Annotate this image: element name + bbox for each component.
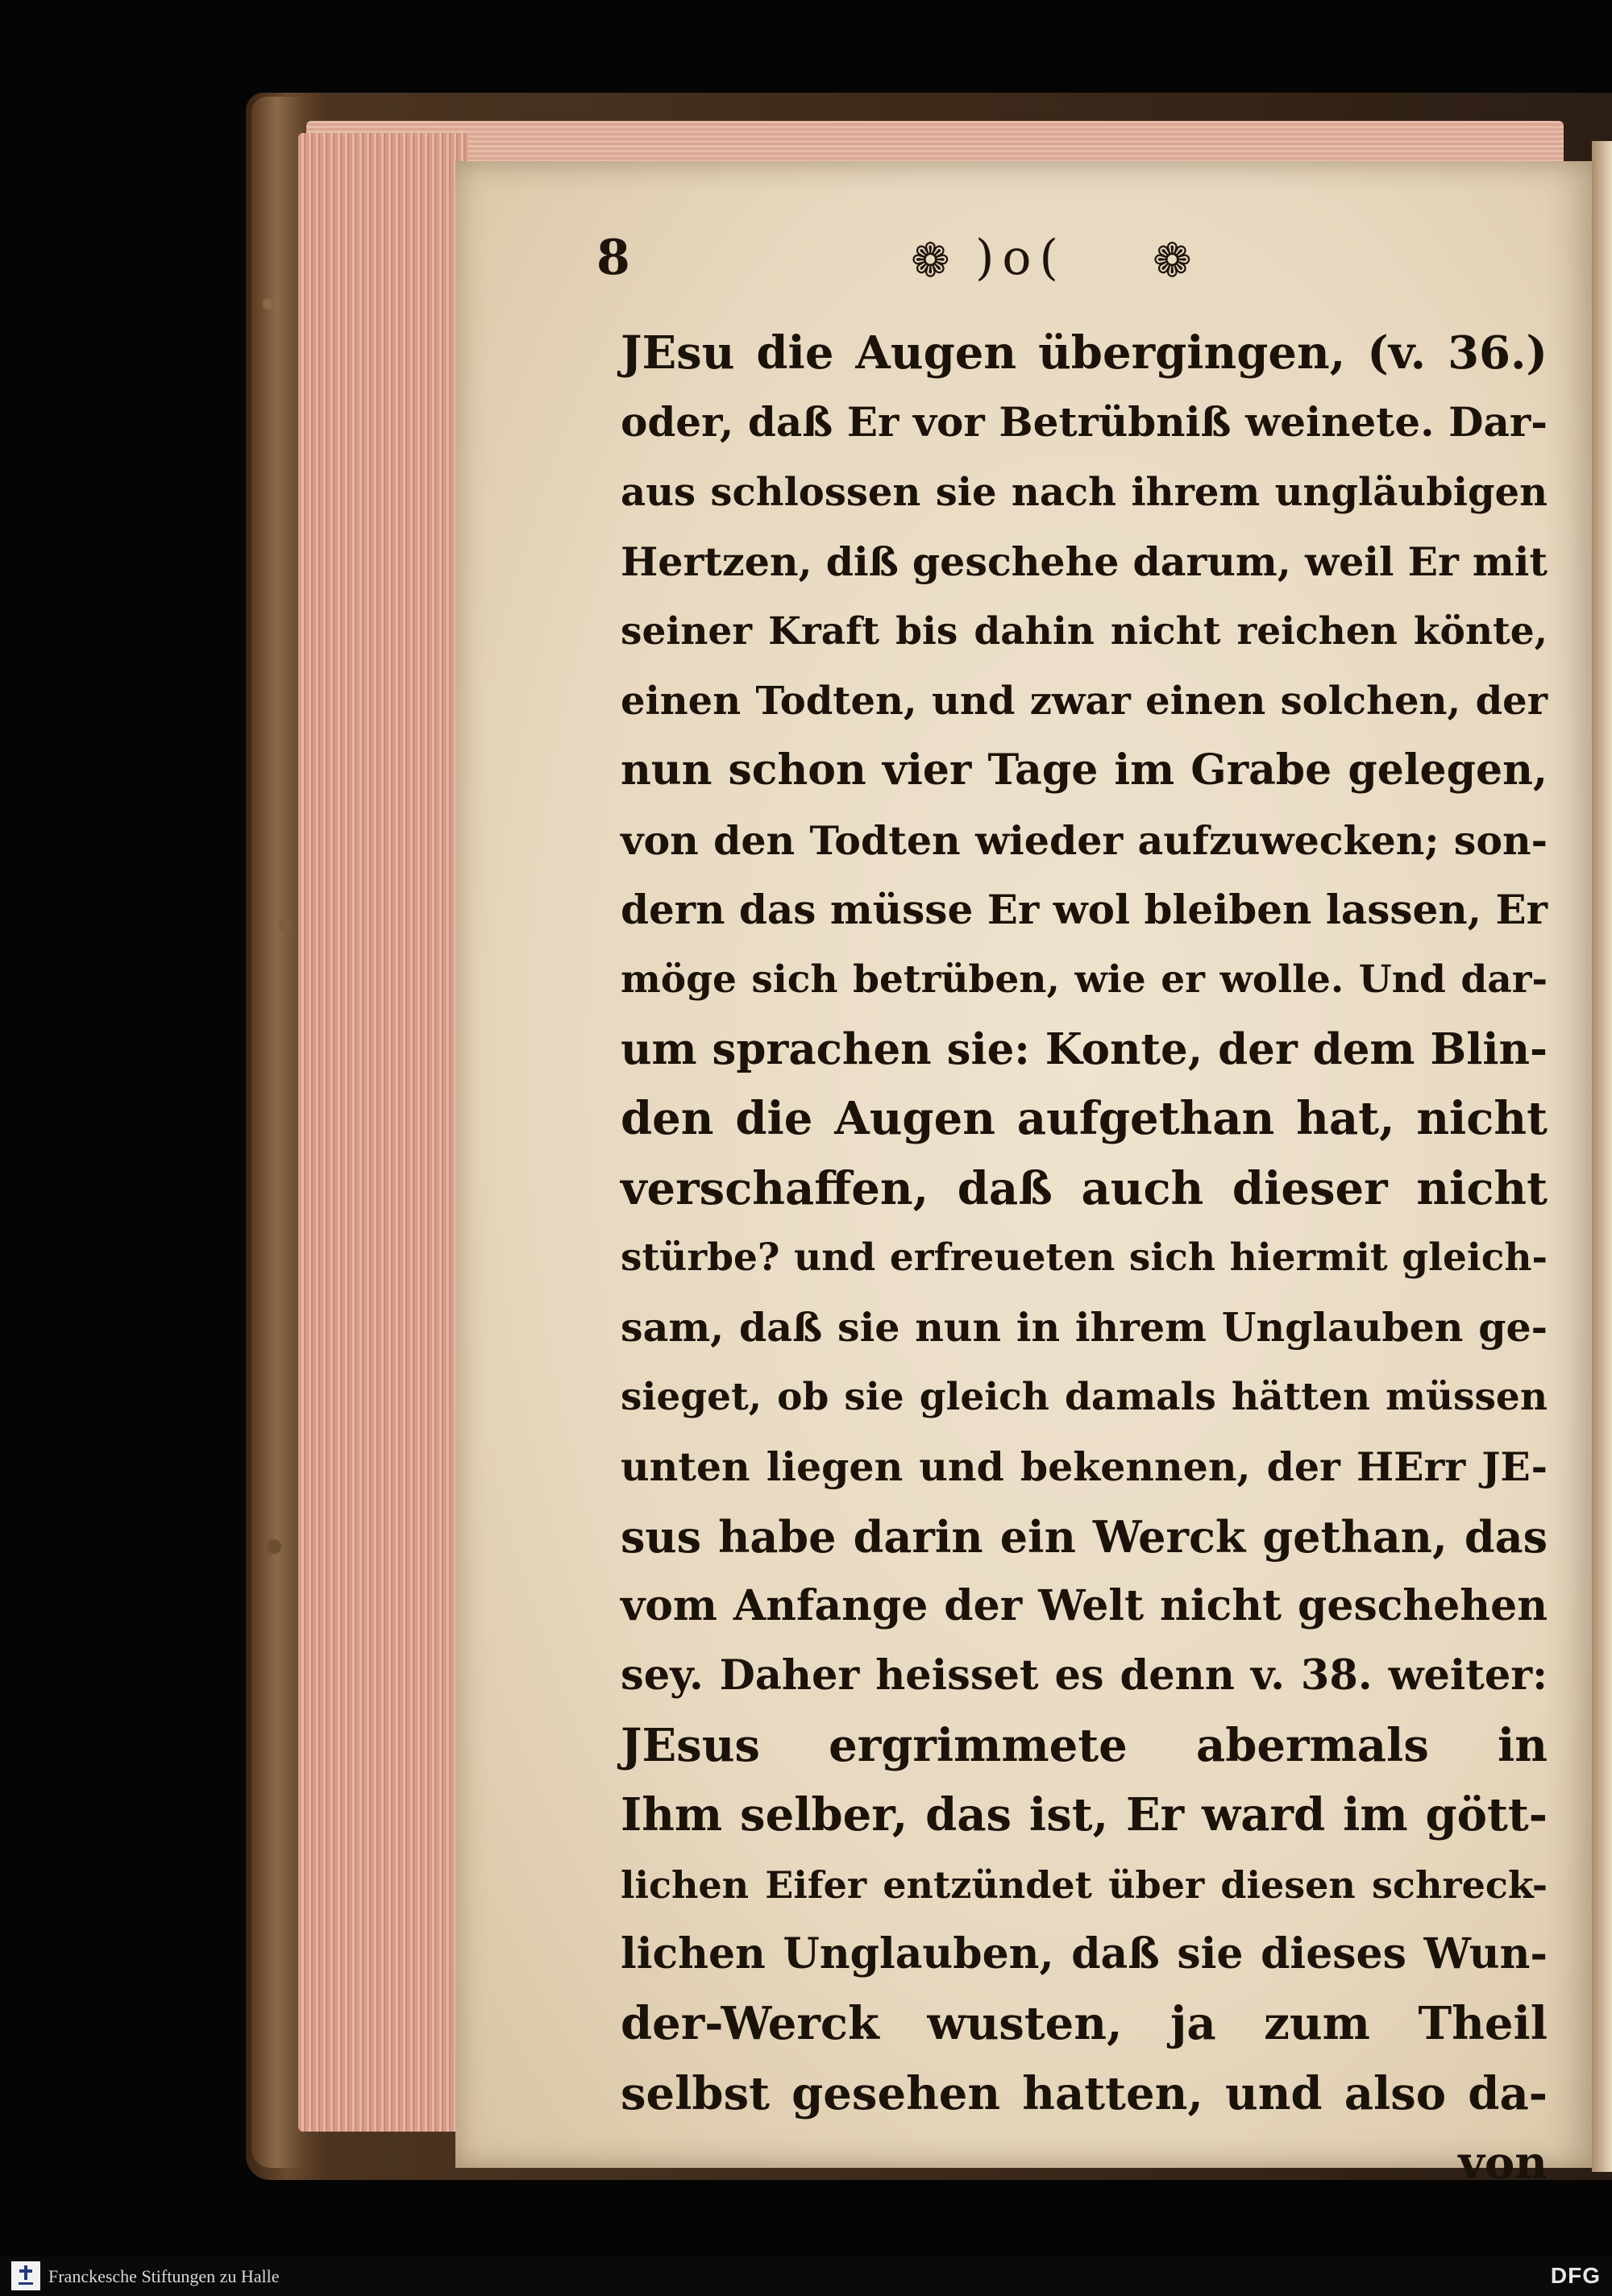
- text-line: selbst gesehen hatten, und also da-: [621, 2066, 1548, 2120]
- text-line: von den Todten wieder aufzuwecken; son-: [621, 816, 1548, 864]
- text-line: den die Augen aufgethan hat, nicht: [621, 1092, 1548, 1146]
- text-line: unten liegen und bekennen, der HErr JE-: [621, 1443, 1548, 1491]
- text-line: um sprachen sie: Konte, der dem Blin-: [621, 1023, 1548, 1074]
- text-line: sieget, ob sie gleich damals hätten müssen: [621, 1374, 1548, 1419]
- funder-logo: DFG: [1550, 2263, 1601, 2288]
- page-edges-fore: [298, 133, 467, 2132]
- text-line: aus schlossen sie nach ihrem ungläubigen: [621, 469, 1548, 515]
- text-line: sey. Daher heisset es denn v. 38. weiter:: [621, 1651, 1548, 1700]
- body-text: [621, 318, 1548, 2198]
- text-line: Ihm selber, das ist, Er ward im gött-: [621, 1788, 1548, 1842]
- text-line: nun schon vier Tage im Grabe gelegen,: [621, 745, 1548, 795]
- text-line: JEsu die Augen übergingen, (v. 36.): [621, 326, 1548, 380]
- text-line: möge sich betrüben, wie er wolle. Und dar-: [621, 957, 1548, 1002]
- page-number: 8: [596, 230, 630, 286]
- ornament-right-icon: ❁: [1153, 233, 1192, 288]
- text-line: lichen Unglauben, daß sie dieses Wun-: [621, 1929, 1548, 1978]
- text-line: sus habe darin ein Werck gethan, das: [621, 1510, 1548, 1563]
- foundation-logo-icon: [11, 2261, 40, 2290]
- text-line: sam, daß sie nun in ihrem Unglauben ge-: [621, 1304, 1548, 1351]
- running-head: [596, 230, 1241, 286]
- text-line: Hertzen, diß geschehe darum, weil Er mit: [621, 538, 1548, 586]
- facing-page-gutter: [1592, 141, 1612, 2172]
- catchword: von: [1458, 2136, 1548, 2190]
- text-line: verschaffen, daß auch dieser nicht: [621, 1161, 1548, 1215]
- text-line: der-Werck wusten, ja zum Theil: [621, 1997, 1548, 2051]
- ornament-left-icon: ❁: [911, 233, 950, 288]
- text-line: oder, daß Er vor Betrübniß weinete. Dar-: [621, 398, 1548, 446]
- text-line: stürbe? und erfreueten sich hiermit gleich-: [621, 1235, 1548, 1281]
- text-line: vom Anfange der Welt nicht geschehen: [621, 1581, 1548, 1631]
- text-line: dern das müsse Er wol bleiben lassen, Er: [621, 886, 1548, 934]
- text-line: lichen Eifer entzündet über diesen schreck-: [621, 1862, 1548, 1907]
- text-line: einen Todten, und zwar einen solchen, der: [621, 678, 1548, 724]
- institution-name: Franckesche Stiftungen zu Halle: [48, 2266, 280, 2286]
- text-line: JEsus ergrimmete abermals in: [621, 1718, 1548, 1772]
- text-line: seiner Kraft bis dahin nicht reichen könte,: [621, 608, 1548, 654]
- footer-bar: [0, 2257, 1612, 2296]
- header-mark: )o(: [975, 230, 1066, 286]
